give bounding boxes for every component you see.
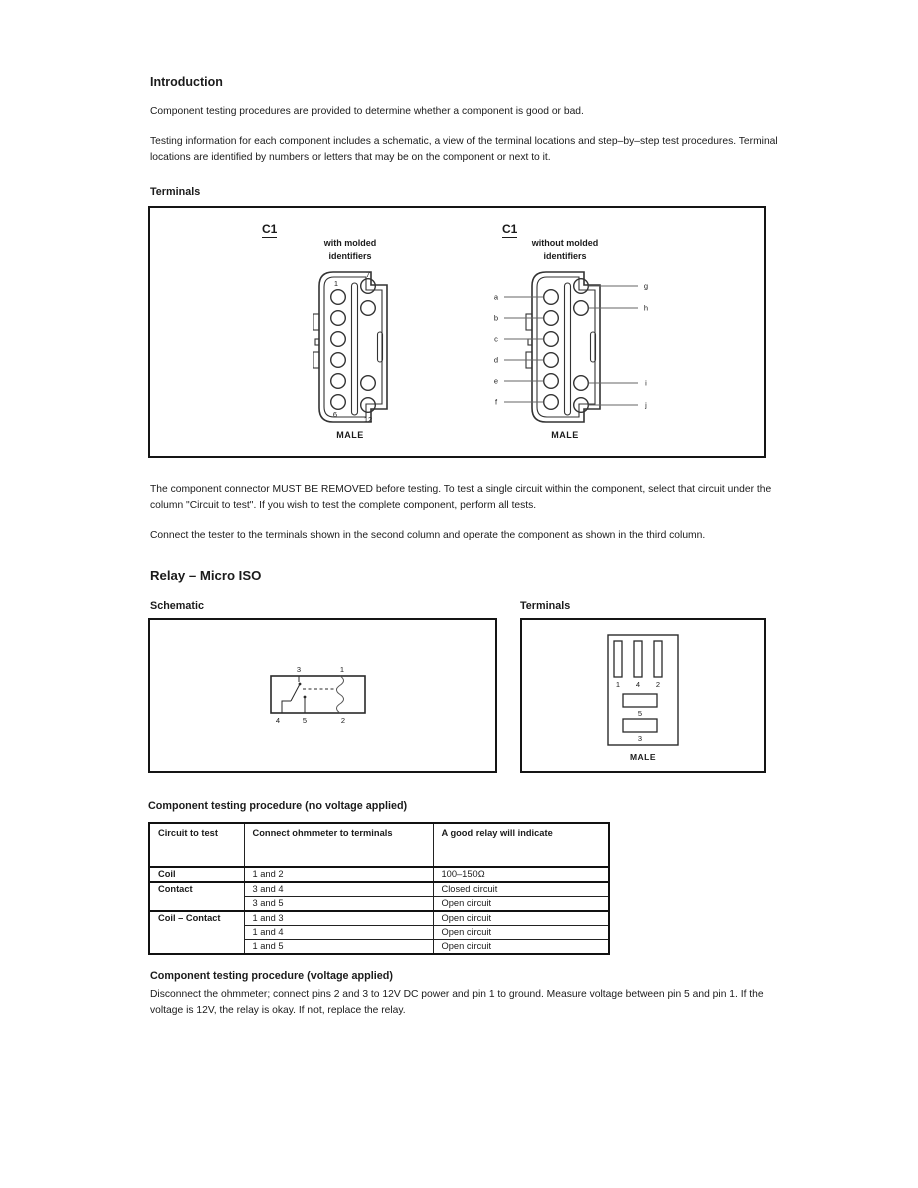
cell-circuit: Coil: [149, 867, 244, 882]
schematic-pin-5: 5: [302, 716, 308, 725]
cell-circuit: Coil – Contact: [149, 911, 244, 954]
connector-left-gender-caption: MALE: [336, 430, 364, 440]
pin-label-7: 7: [365, 270, 371, 279]
col-header-result: A good relay will indicate: [433, 823, 609, 867]
connector-right-caption: [495, 237, 635, 263]
face-pin-1: 1: [615, 680, 621, 689]
relay-terminal-face-diagram: [598, 632, 690, 766]
connector-12pin-molded-diagram: [313, 270, 393, 428]
table-row: [149, 911, 609, 926]
pin-label-h: h: [643, 303, 649, 313]
pin-label-g: g: [643, 281, 649, 291]
relay-section-title: Relay – Micro ISO: [150, 568, 262, 583]
key-bar: [565, 283, 571, 415]
cell-result: Open circuit: [433, 926, 609, 940]
key-bar: [352, 283, 358, 415]
cell-terminals: 1 and 5: [244, 940, 433, 955]
pin-holes: [331, 279, 376, 413]
intro-paragraph-1: Component testing procedures are provided to determine whether a component is good or bad.: [150, 106, 584, 117]
voltage-test-title: Component testing procedure (voltage applied): [150, 970, 393, 982]
schematic-pin-2: 2: [340, 716, 346, 725]
relay-schematic-label: Schematic: [150, 600, 205, 612]
test-table: [148, 822, 610, 955]
connector-right-gender-caption: MALE: [551, 430, 579, 440]
cell-result: Open circuit: [433, 897, 609, 912]
schematic-pin-3: 3: [296, 665, 302, 674]
face-pin-5: 5: [637, 709, 643, 718]
pin-label-e: e: [493, 376, 499, 386]
contact-dot: [299, 683, 302, 686]
connector-left-caption-line2: identifiers: [328, 251, 372, 261]
connector-right-label: C1: [502, 222, 518, 236]
body-paragraph-4: Connect the tester to the terminals shown in the second column and operate the component as shown in the third column.: [150, 530, 706, 541]
pin-label-j: j: [645, 400, 647, 410]
cell-result: Closed circuit: [433, 882, 609, 897]
relay-terminals-box: [520, 618, 766, 773]
connector-left-caption: [280, 237, 420, 263]
cell-terminals: 1 and 4: [244, 926, 433, 940]
pin-label-12: 12: [363, 415, 373, 424]
table-header-row: [149, 823, 609, 867]
intro-title: Introduction: [150, 75, 223, 89]
pin-label-6: 6: [332, 410, 338, 419]
cell-result: Open circuit: [433, 940, 609, 955]
relay-schematic-box: [148, 618, 497, 773]
connector-right-caption-line2: identifiers: [543, 251, 587, 261]
relay-outline: [271, 676, 365, 713]
face-pin-2: 2: [655, 680, 661, 689]
cell-result: Open circuit: [433, 911, 609, 926]
side-tab: [313, 352, 319, 368]
pin-holes: [544, 279, 589, 413]
contact-dot: [304, 696, 307, 699]
cell-terminals: 3 and 5: [244, 897, 433, 912]
pin-label-c: c: [494, 334, 498, 344]
side-tab: [313, 314, 319, 330]
side-tab: [526, 314, 532, 330]
pin-label-f: f: [494, 397, 498, 407]
pin-label-a: a: [493, 292, 499, 302]
connector-body: [526, 272, 600, 422]
cell-terminals: 1 and 2: [244, 867, 433, 882]
pin-label-i: i: [645, 378, 647, 388]
terminals-figure-box: [148, 206, 766, 458]
switch-contacts: [282, 676, 337, 713]
table-row: [149, 867, 609, 882]
connector-body: [313, 272, 387, 422]
cell-terminals: 1 and 3: [244, 911, 433, 926]
cell-circuit: Contact: [149, 882, 244, 911]
voltage-test-paragraph: Disconnect the ohmmeter; connect pins 2 and 3 to 12V DC power and pin 1 to ground. Measure voltage between pin 5 and pin 1. If the voltage is 12V, the relay is okay. If not, replace the relay.: [150, 989, 764, 1016]
coil-symbol: [337, 676, 344, 713]
terminals-section-title: Terminals: [150, 186, 201, 198]
face-pin-4: 4: [635, 680, 641, 689]
face-gender-caption: MALE: [629, 752, 657, 762]
pin-label-1: 1: [333, 279, 339, 288]
schematic-pin-4: 4: [275, 716, 281, 725]
cell-result: 100–150Ω: [433, 867, 609, 882]
relay-schematic-diagram: [263, 662, 375, 726]
test-table-title: Component testing procedure (no voltage applied): [148, 800, 408, 812]
connector-12pin-unmolded-diagram: [480, 270, 660, 428]
schematic-pin-1: 1: [339, 665, 345, 674]
connector-left-caption-line1: with molded: [323, 238, 377, 248]
intro-paragraph-2: Testing information for each component includes a schematic, a view of the terminal locations and step–by–step test procedures. Terminal locations are identified by numbers or letters that may be on the component or next to it.: [150, 136, 778, 163]
col-header-circuit: Circuit to test: [149, 823, 244, 867]
pin-label-b: b: [493, 313, 499, 323]
connector-right-caption-line1: without molded: [531, 238, 599, 248]
face-pin-3: 3: [637, 734, 643, 743]
connector-left-label: C1: [262, 222, 278, 236]
col-header-terminals: Connect ohmmeter to terminals: [244, 823, 433, 867]
table-row: [149, 882, 609, 897]
cell-terminals: 3 and 4: [244, 882, 433, 897]
pin-label-d: d: [493, 355, 499, 365]
relay-terminals-label: Terminals: [520, 600, 571, 612]
body-paragraph-3: The component connector MUST BE REMOVED before testing. To test a single circuit within the component, select that circuit under the column "Circuit to test". If you wish to test the complete component, perform all tests.: [150, 484, 772, 511]
face-outline: [608, 635, 678, 745]
